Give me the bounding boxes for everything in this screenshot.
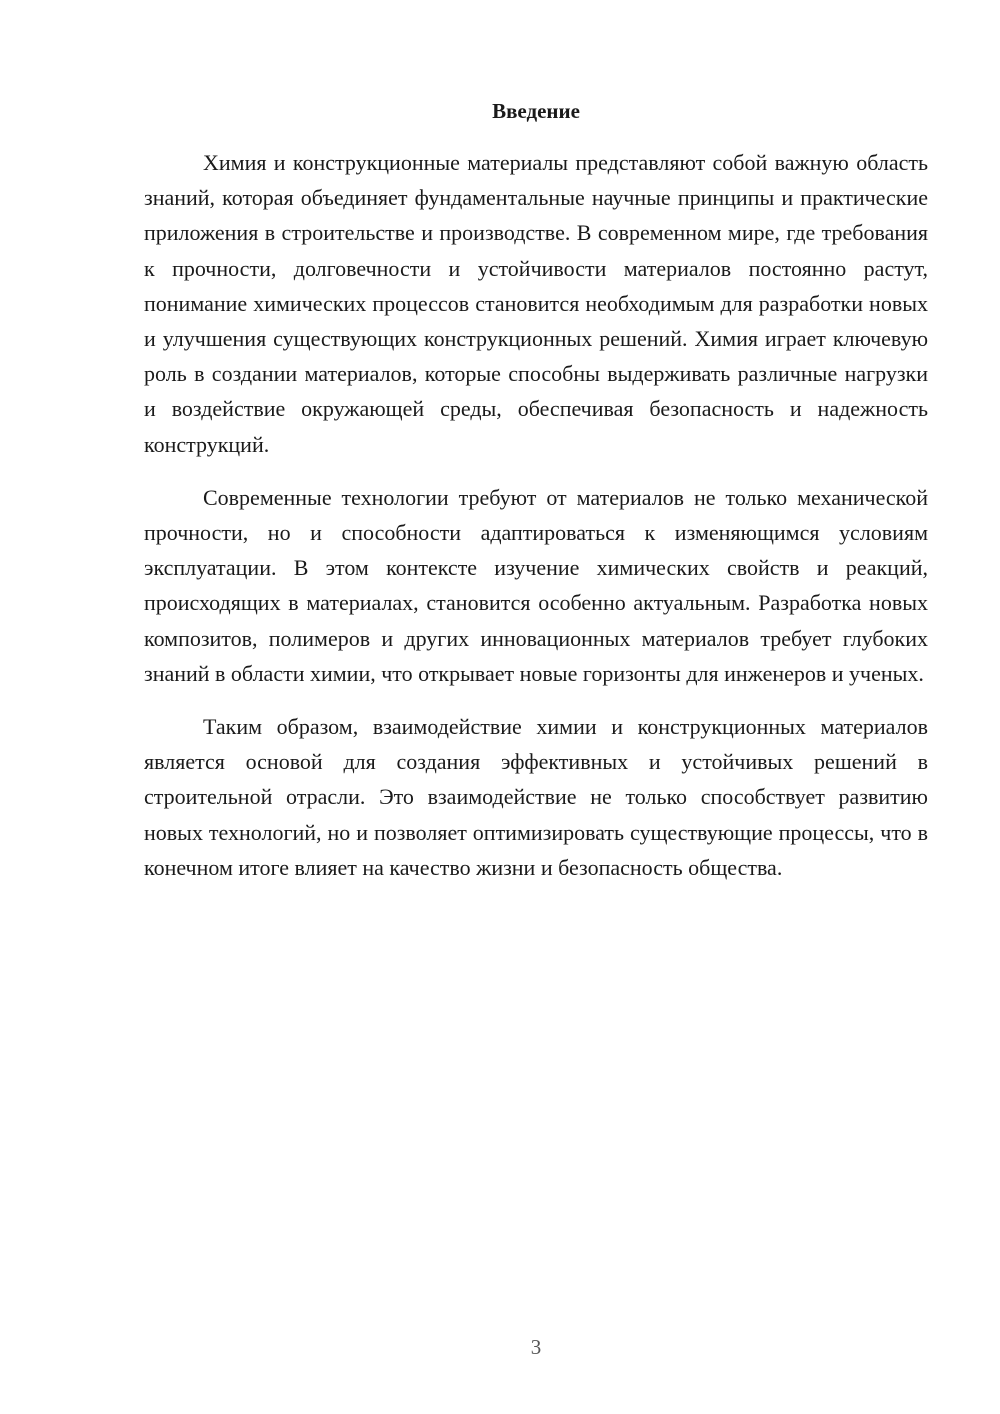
paragraph-2: Современные технологии требуют от материалов не только механической прочности, но и способности адаптироваться к изменяющимся условиям эксплуатации. В этом контексте изучение химических свойств и реакций, происходящих в материалах, становится особенно актуальным. Разработка новых композитов, полимеров и других инновационных материалов требует глубоких знаний в области химии, что открывает новые горизонты для инженеров и ученых. bbox=[144, 484, 928, 686]
paragraph-3: Таким образом, взаимодействие химии и конструкционных материалов является основой для создания эффективных и устойчивых решений в строительной отрасли. Это взаимодействие не только способствует развитию новых технологий, но и позволяет оптимизировать существующие процессы, что в конечном итоге влияет на качество жизни и безопасность общества. bbox=[144, 714, 928, 880]
page-title: Введение bbox=[492, 99, 580, 123]
body-text bbox=[144, 145, 928, 903]
page-number: 3 bbox=[530, 1335, 542, 1359]
paragraph-1: Химия и конструкционные материалы представляют собой важную область знаний, которая объединяет фундаментальные научные принципы и практические приложения в строительстве и производстве. В современном мире, где требования к прочности, долговечности и устойчивости материалов постоянно растут, понимание химических процессов становится необходимым для разработки новых и улучшения существующих конструкционных решений. Химия играет ключевую роль в создании материалов, которые способны выдерживать различные нагрузки и воздействие окружающей среды, обеспечивая безопасность и надежность конструкций. bbox=[144, 150, 928, 457]
